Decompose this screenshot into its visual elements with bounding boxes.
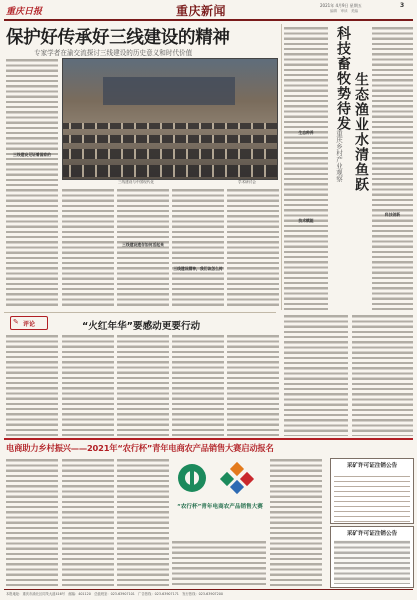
- commentary-rule: [4, 312, 276, 313]
- section-title: 重庆新闻: [176, 4, 227, 18]
- lead-photo: [62, 58, 278, 180]
- commentary-title: “火红年华”要感动更要行动: [82, 321, 201, 332]
- side-subhead-1: 生态种养: [298, 130, 314, 135]
- lead-subtitle: 专家学者在渝交流探讨三线建设的历史意义和时代价值: [34, 49, 193, 57]
- lead-subhead-3: 三线建设精神，我们该怎么传: [173, 266, 223, 271]
- side-feature-title: [331, 22, 371, 262]
- masthead: [0, 0, 417, 20]
- side-subhead-3: 科技创新: [384, 212, 401, 217]
- commentary-column-1: [6, 334, 58, 436]
- lead-column-5: [227, 188, 279, 308]
- commentary-label-text: 评论: [23, 321, 36, 328]
- photo-caption-right: 学术研讨会: [238, 180, 256, 184]
- commentary-column-2: [62, 334, 114, 436]
- banner-rule: [4, 438, 413, 440]
- lead-subhead-2: 三线建设遗存如何活起来: [122, 242, 164, 247]
- page-number: 3: [400, 2, 405, 9]
- banner-column-3: [117, 458, 169, 586]
- banner-column-4: [172, 540, 266, 586]
- footer-text: 本报地址：重庆市渝北区同茂大道416号 邮编：401120 总值班室：023-63907101 广告热线：023-63907171 发行热线：023-63907200: [6, 592, 223, 596]
- banner-column-1: [6, 458, 58, 586]
- banner-logo: [172, 460, 268, 536]
- column-divider-1: [281, 24, 282, 310]
- abc-bank-logo-icon: [178, 464, 206, 492]
- lead-column-3: [117, 188, 169, 308]
- commentary-column-5: [227, 334, 279, 436]
- editor-line: 编辑 审读 美编: [330, 9, 358, 13]
- lead-subhead-1: 三线建设见证着国家的: [13, 152, 51, 157]
- contest-logo-icon: [220, 462, 254, 494]
- side-title-line-1: 科技畜牧势待发: [335, 26, 351, 131]
- right-column-1: [372, 26, 413, 310]
- pen-icon: ✎: [13, 318, 19, 326]
- footer-rule: [4, 589, 413, 590]
- photo-caption-left: 三线建设与中国现代化: [118, 180, 154, 184]
- banner-logo-caption: “农行杯”青年电商农产品销售大赛: [177, 504, 263, 510]
- middle-column-1: [284, 26, 328, 310]
- banner-column-5: [270, 458, 322, 586]
- side-kicker: 重庆乡村产业观察: [335, 130, 343, 182]
- notice-title-1: 采矿许可证注销公告: [346, 463, 398, 469]
- lead-title: 保护好传承好三线建设的精神: [6, 28, 230, 48]
- commentary-label: [10, 316, 48, 330]
- middle-column-2: [284, 314, 348, 436]
- side-subhead-2: 技术赋能: [298, 218, 314, 223]
- side-title-line-2: 生态渔业水清鱼跃: [353, 72, 369, 192]
- lead-column-2: [62, 188, 114, 308]
- banner-title: 电商助力乡村振兴——2021年“农行杯”青年电商农产品销售大赛启动报名: [6, 443, 274, 453]
- commentary-column-4: [172, 334, 224, 436]
- commentary-column-3: [117, 334, 169, 436]
- lead-column-1: [6, 58, 58, 308]
- notice-title-2: 采矿许可证注销公告: [346, 531, 398, 537]
- right-column-2: [352, 314, 413, 436]
- banner-column-2: [62, 458, 114, 586]
- date-line: 2021年 4月9日 星期五: [320, 3, 362, 8]
- notice-box-1: [330, 458, 414, 524]
- masthead-rule: [4, 19, 413, 21]
- newspaper-logo: 重庆日报: [6, 7, 43, 17]
- notice-box-2: [330, 526, 414, 588]
- lead-column-4: [172, 188, 224, 308]
